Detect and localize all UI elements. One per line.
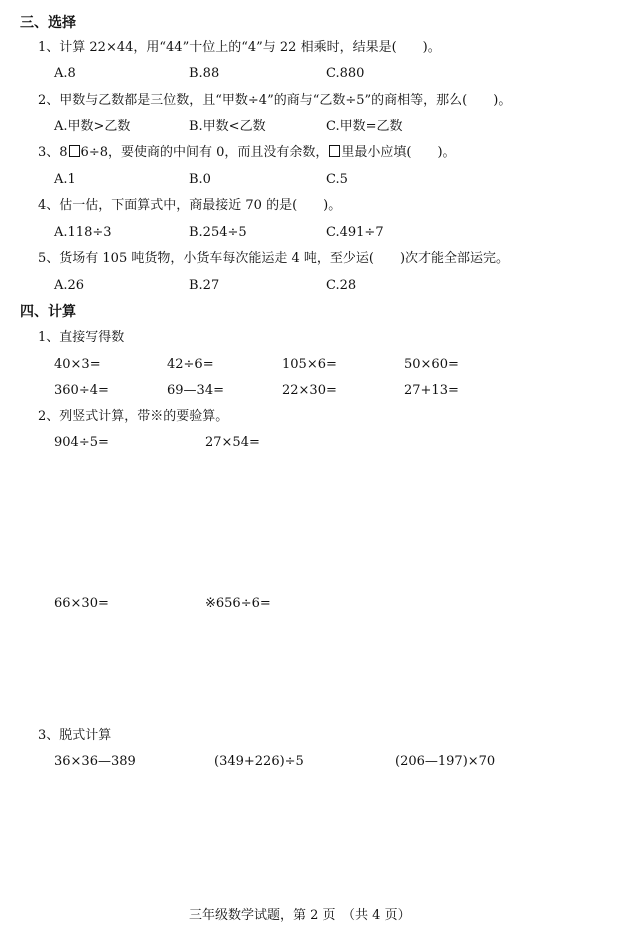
page-footer: 三年级数学试题，第 2 页 （共 4 页） <box>189 908 411 923</box>
question-3-text-after: 6÷8，要使商的中间有 0，而且没有余数， <box>80 145 329 160</box>
oral-calc-item: 50×60= <box>404 357 459 372</box>
q3-option-c: C.5 <box>326 172 348 187</box>
question-5: 5、货场有 105 吨货物，小货车每次能运走 4 吨，至少运( )次才能全部运完。 <box>38 251 510 266</box>
q5-option-c: C.28 <box>326 278 357 293</box>
oral-calc-item: 27+13= <box>404 383 459 398</box>
q1-option-b: B.88 <box>189 66 220 81</box>
stepwise-calc-item: (206—197)×70 <box>395 754 496 769</box>
oral-calc-item: 40×3= <box>54 357 101 372</box>
oral-calc-item: 22×30= <box>282 383 337 398</box>
question-4: 4、估一估，下面算式中，商最接近 70 的是( )。 <box>38 198 342 213</box>
q1-option-c: C.880 <box>326 66 365 81</box>
part1-title: 1、直接写得数 <box>38 330 125 345</box>
blank-box-icon <box>69 145 80 157</box>
section-title-calculation: 四、计算 <box>20 304 76 320</box>
q4-option-c: C.491÷7 <box>326 225 384 240</box>
q5-option-a: A.26 <box>54 278 85 293</box>
part3-title: 3、脱式计算 <box>38 728 112 743</box>
oral-calc-item: 69—34= <box>167 383 224 398</box>
oral-calc-item: 42÷6= <box>167 357 214 372</box>
vertical-calc-item: 904÷5= <box>54 435 109 450</box>
stepwise-calc-item: 36×36—389 <box>54 754 136 769</box>
q4-option-b: B.254÷5 <box>189 225 247 240</box>
oral-calc-item: 105×6= <box>282 357 337 372</box>
section-title-choice: 三、选择 <box>20 15 76 31</box>
vertical-calc-item: ※656÷6= <box>205 596 271 611</box>
stepwise-calc-item: (349+226)÷5 <box>214 754 304 769</box>
vertical-calc-item: 27×54= <box>205 435 260 450</box>
q2-option-a: A.甲数>乙数 <box>54 119 131 134</box>
q3-option-a: A.1 <box>54 172 76 187</box>
question-3 <box>38 145 456 161</box>
question-1: 1、计算 22×44，用“44”十位上的“4”与 22 相乘时，结果是( )。 <box>38 40 441 55</box>
q3-option-b: B.0 <box>189 172 211 187</box>
question-3-text-end: 里最小应填( )。 <box>341 145 456 160</box>
q2-option-c: C.甲数=乙数 <box>326 119 403 134</box>
q4-option-a: A.118÷3 <box>54 225 112 240</box>
blank-box-icon <box>329 145 340 157</box>
part2-title: 2、列竖式计算，带※的要验算。 <box>38 409 229 424</box>
question-2: 2、甲数与乙数都是三位数，且“甲数÷4”的商与“乙数÷5”的商相等，那么( )。 <box>38 93 512 108</box>
q5-option-b: B.27 <box>189 278 220 293</box>
oral-calc-item: 360÷4= <box>54 383 109 398</box>
vertical-calc-item: 66×30= <box>54 596 109 611</box>
q2-option-b: B.甲数<乙数 <box>189 119 266 134</box>
q1-option-a: A.8 <box>54 66 76 81</box>
question-3-text-before: 3、8 <box>38 145 68 160</box>
